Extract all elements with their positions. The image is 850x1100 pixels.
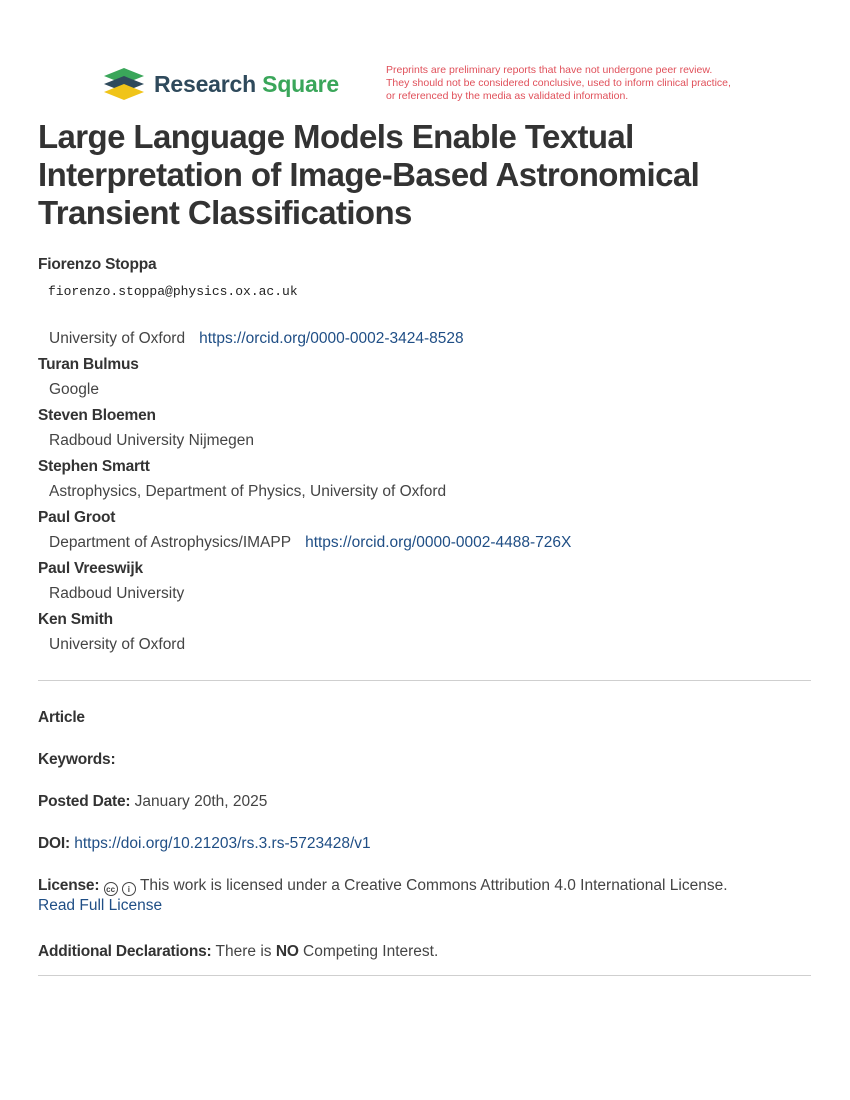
author-name: Turan Bulmus (38, 356, 139, 373)
license-text: This work is licensed under a Creative Commons Attribution 4.0 International License. (139, 877, 728, 894)
author-affiliation: University of Oxford (49, 636, 186, 653)
author-affiliation: Radboud University (49, 585, 185, 602)
orcid-link[interactable]: https://orcid.org/0000-0002-4488-726X (305, 534, 572, 551)
declarations-text-pre: There is (215, 943, 272, 960)
author-list (38, 255, 818, 661)
attribution-icon: i (122, 882, 136, 896)
logo-wordmark (154, 71, 339, 98)
author-name: Fiorenzo Stoppa (38, 256, 157, 273)
author-name: Ken Smith (38, 611, 113, 628)
article-type-label: Article (38, 709, 85, 726)
author-entry (38, 610, 818, 654)
research-square-logo[interactable] (104, 68, 339, 100)
author-affiliation: Radboud University Nijmegen (49, 432, 255, 449)
paper-title (38, 118, 818, 232)
author-name: Steven Bloemen (38, 407, 156, 424)
declarations-row (38, 942, 438, 962)
read-full-license-link[interactable]: Read Full License (38, 897, 163, 914)
orcid-link[interactable]: https://orcid.org/0000-0002-3424-8528 (199, 330, 464, 347)
title-line: Transient Classifications (38, 194, 412, 231)
declarations-text-post: Competing Interest. (303, 943, 439, 960)
posted-date-label: Posted Date: (38, 793, 131, 810)
declarations-label: Additional Declarations: (38, 943, 212, 960)
author-name: Paul Groot (38, 509, 116, 526)
title-line: Large Language Models Enable Textual (38, 118, 634, 155)
declarations-text-bold: NO (275, 943, 299, 960)
divider (38, 680, 811, 681)
title-line: Interpretation of Image-Based Astronomical (38, 156, 700, 193)
doi-link[interactable]: https://doi.org/10.21203/rs.3.rs-5723428/v1 (74, 835, 371, 852)
author-entry (38, 559, 818, 603)
doi-row (38, 834, 371, 854)
notice-line: They should not be considered conclusive, used to inform clinical practice, (386, 77, 731, 89)
logo-word-research: Research (154, 70, 256, 97)
author-entry (38, 457, 818, 501)
research-square-logo-icon (104, 68, 144, 100)
author-name: Stephen Smartt (38, 458, 150, 475)
author-name: Paul Vreeswijk (38, 560, 143, 577)
creative-commons-icon: cc (104, 882, 118, 896)
license-row (38, 876, 728, 916)
author-affiliation (49, 329, 818, 348)
author-entry (38, 355, 818, 399)
posted-date-row (38, 792, 267, 812)
article-type (38, 708, 85, 728)
posted-date-value: January 20th, 2025 (134, 793, 268, 810)
notice-line: Preprints are preliminary reports that have not undergone peer review. (386, 64, 713, 76)
preprint-notice (386, 64, 776, 103)
affiliation-text: Department of Astrophysics/IMAPP (49, 534, 292, 551)
author-email[interactable]: fiorenzo.stoppa@physics.ox.ac.uk (48, 284, 298, 299)
doi-label: DOI: (38, 835, 70, 852)
logo-word-square: Square (262, 70, 339, 97)
affiliation-text: University of Oxford (49, 330, 186, 347)
author-affiliation: Google (49, 381, 99, 398)
author-entry (38, 406, 818, 450)
notice-line: or referenced by the media as validated information. (386, 90, 629, 102)
author-entry (38, 255, 818, 348)
author-entry (38, 508, 818, 552)
keywords-row (38, 750, 115, 770)
author-affiliation: Astrophysics, Department of Physics, University of Oxford (49, 483, 447, 500)
divider (38, 975, 811, 976)
keywords-label: Keywords: (38, 751, 116, 768)
license-label: License: (38, 877, 100, 894)
author-affiliation (49, 533, 818, 552)
